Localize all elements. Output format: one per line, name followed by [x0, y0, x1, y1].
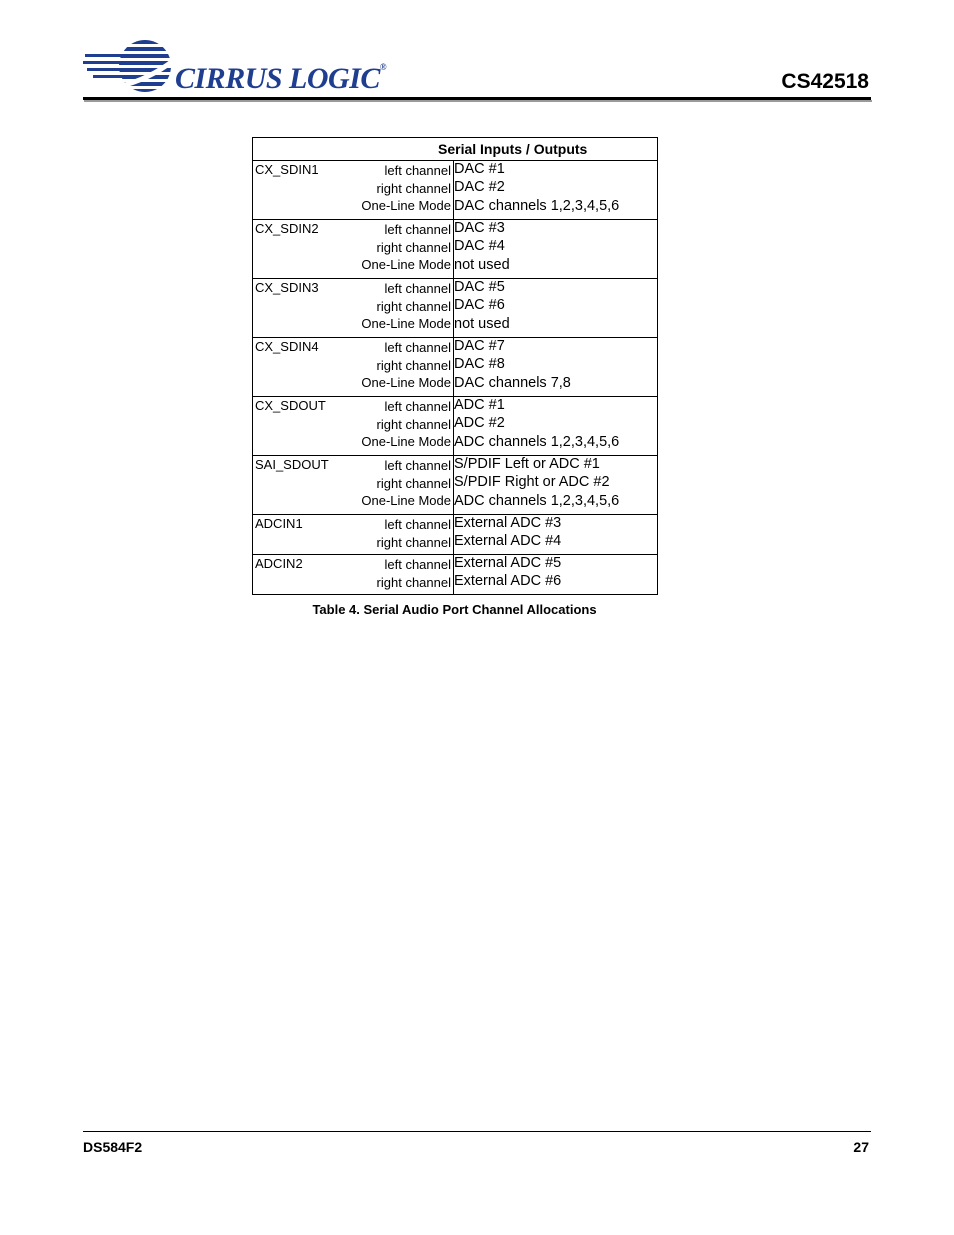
output-label: DAC channels 1,2,3,4,5,6: [454, 198, 620, 214]
page-number: 27: [853, 1139, 869, 1155]
pin-cell: [253, 279, 454, 338]
pin-name: ADCIN1: [255, 516, 303, 531]
pin-cell: [253, 456, 454, 515]
table-row: [253, 279, 658, 338]
pin-name: CX_SDIN3: [255, 280, 319, 295]
table-body: [253, 161, 658, 595]
table-row: [253, 161, 658, 220]
logo-wordmark: CIRRUS LOGIC®: [175, 62, 387, 95]
output-label: ADC channels 1,2,3,4,5,6: [454, 493, 620, 509]
table-row: [253, 555, 658, 595]
registered-mark: ®: [379, 62, 387, 72]
table-row: [253, 397, 658, 456]
mode-label: left channel: [384, 163, 451, 178]
table-row: [253, 515, 658, 555]
output-label: DAC #3: [454, 220, 505, 236]
mode-label: right channel: [376, 416, 451, 432]
mode-label: left channel: [384, 281, 451, 296]
mode-label: left channel: [384, 517, 451, 532]
output-cell: [454, 220, 658, 279]
pin-cell: [253, 555, 454, 595]
footer-rule: [83, 1131, 871, 1132]
output-label: ADC #1: [454, 397, 505, 413]
mode-label: One-Line Mode: [361, 316, 451, 331]
output-label: DAC #5: [454, 279, 505, 295]
pin-name: CX_SDIN1: [255, 162, 319, 177]
mode-label: left channel: [384, 222, 451, 237]
table-header: Serial Inputs / Outputs: [253, 138, 658, 161]
header-rule-shadow: [84, 100, 872, 102]
output-label: DAC #8: [454, 355, 505, 372]
mode-label: One-Line Mode: [361, 198, 451, 213]
output-cell: [454, 397, 658, 456]
output-cell: [454, 338, 658, 397]
output-label: ADC #2: [454, 414, 505, 431]
logo-swoosh-icon: [83, 38, 183, 98]
pin-name: SAI_SDOUT: [255, 457, 329, 472]
output-cell: [454, 555, 658, 595]
output-label: DAC #6: [454, 296, 505, 313]
mode-label: One-Line Mode: [361, 493, 451, 508]
output-label: External ADC #3: [454, 515, 562, 531]
output-label: DAC #2: [454, 178, 505, 195]
mode-label: right channel: [376, 180, 451, 196]
mode-label: One-Line Mode: [361, 375, 451, 390]
output-label: DAC #4: [454, 237, 505, 254]
table-caption: Table 4. Serial Audio Port Channel Allocations: [312, 602, 597, 617]
output-label: External ADC #6: [454, 572, 562, 589]
pin-cell: [253, 397, 454, 456]
pin-cell: [253, 220, 454, 279]
output-cell: [454, 456, 658, 515]
output-label: DAC channels 7,8: [454, 375, 571, 391]
pin-name: ADCIN2: [255, 556, 303, 571]
pin-name: CX_SDIN2: [255, 221, 319, 236]
pin-name: CX_SDIN4: [255, 339, 319, 354]
cirrus-logic-logo: [83, 38, 403, 98]
mode-label: left channel: [384, 557, 451, 572]
output-label: not used: [454, 316, 510, 332]
mode-label: right channel: [376, 574, 451, 590]
output-label: S/PDIF Left or ADC #1: [454, 456, 600, 472]
pin-cell: [253, 161, 454, 220]
mode-label: right channel: [376, 534, 451, 550]
table-row: [253, 456, 658, 515]
document-id: DS584F2: [83, 1139, 143, 1155]
channel-allocation-table: [252, 137, 658, 595]
mode-label: right channel: [376, 357, 451, 373]
output-cell: [454, 161, 658, 220]
output-label: DAC #1: [454, 161, 505, 177]
output-cell: [454, 279, 658, 338]
mode-label: right channel: [376, 239, 451, 255]
output-label: ADC channels 1,2,3,4,5,6: [454, 434, 620, 450]
output-label: External ADC #5: [454, 555, 562, 571]
mode-label: right channel: [376, 475, 451, 491]
output-label: not used: [454, 257, 510, 273]
output-cell: [454, 515, 658, 555]
output-label: DAC #7: [454, 338, 505, 354]
pin-name: CX_SDOUT: [255, 398, 326, 413]
mode-label: left channel: [384, 399, 451, 414]
table-row: [253, 220, 658, 279]
output-label: External ADC #4: [454, 532, 562, 549]
mode-label: left channel: [384, 340, 451, 355]
output-label: S/PDIF Right or ADC #2: [454, 473, 610, 490]
pin-cell: [253, 515, 454, 555]
mode-label: One-Line Mode: [361, 434, 451, 449]
pin-cell: [253, 338, 454, 397]
mode-label: left channel: [384, 458, 451, 473]
mode-label: One-Line Mode: [361, 257, 451, 272]
table-row: [253, 338, 658, 397]
part-number: CS42518: [781, 70, 869, 93]
mode-label: right channel: [376, 298, 451, 314]
